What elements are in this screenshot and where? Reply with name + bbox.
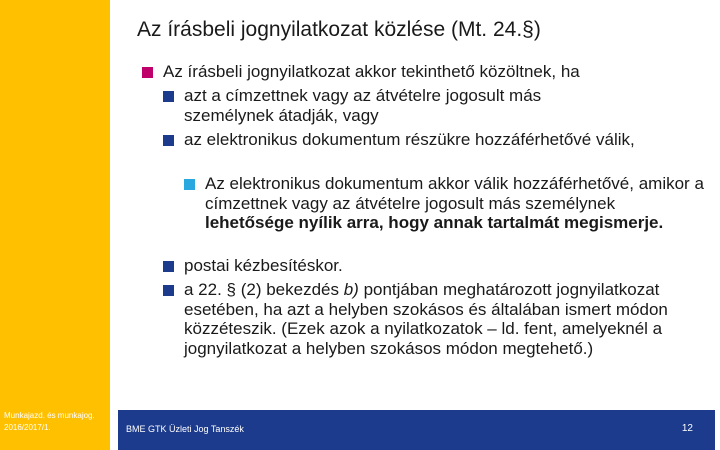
bullet-bold-text: lehetősége nyílik arra, hogy annak tartalmát megismerje. (205, 213, 664, 232)
bullet-level2 (184, 130, 684, 150)
bullet-italic-text: b) (343, 280, 359, 299)
bullet-level2 (184, 256, 684, 276)
bullet-text: azt a címzettnek vagy az átvételre jogosult más személynek átadják, vagy (184, 86, 542, 125)
course-label: Munkajazd. és munkajog. 2016/2017/1. (4, 411, 95, 432)
bullet-text: a 22. § (2) bekezdés (184, 280, 344, 299)
bullet-text: Az írásbeli jognyilatkozat akkor tekinthető közöltnek, ha (163, 62, 580, 81)
square-bullet-icon (163, 261, 174, 272)
bullet-text: Az elektronikus dokumentum akkor válik hozzáférhetővé, amikor a címzettnek vagy az átvételre jogosult más személynek (205, 174, 704, 213)
square-bullet-icon (163, 285, 174, 296)
bullet-level2 (184, 86, 624, 125)
footer-bar (118, 410, 715, 450)
bullet-level3 (205, 174, 705, 233)
bullet-level1 (163, 62, 703, 82)
bullet-text: pontjában meghatározott jognyilatkozat esetében, ha azt a helyben szokásos és általában ismert módon közzéteszik. (Ezek azok a nyilatkozatok – ld. fent, amelyeknél a jognyilatkozat a helyben szokásos módon megtehető.) (184, 280, 668, 358)
square-bullet-icon (163, 91, 174, 102)
page-number: 12 (681, 423, 693, 434)
bullet-level2 (184, 280, 684, 358)
square-bullet-icon (184, 179, 195, 190)
slide-title: Az írásbeli jognyilatkozat közlése (Mt. 24.§) (137, 18, 541, 41)
footer-department: BME GTK Üzleti Jog Tanszék (126, 424, 244, 434)
bullet-text: az elektronikus dokumentum részükre hozzáférhetővé válik, (184, 130, 635, 149)
bullet-text: postai kézbesítéskor. (184, 256, 343, 275)
square-bullet-icon (142, 67, 153, 78)
left-sidebar (0, 0, 110, 450)
square-bullet-icon (163, 135, 174, 146)
